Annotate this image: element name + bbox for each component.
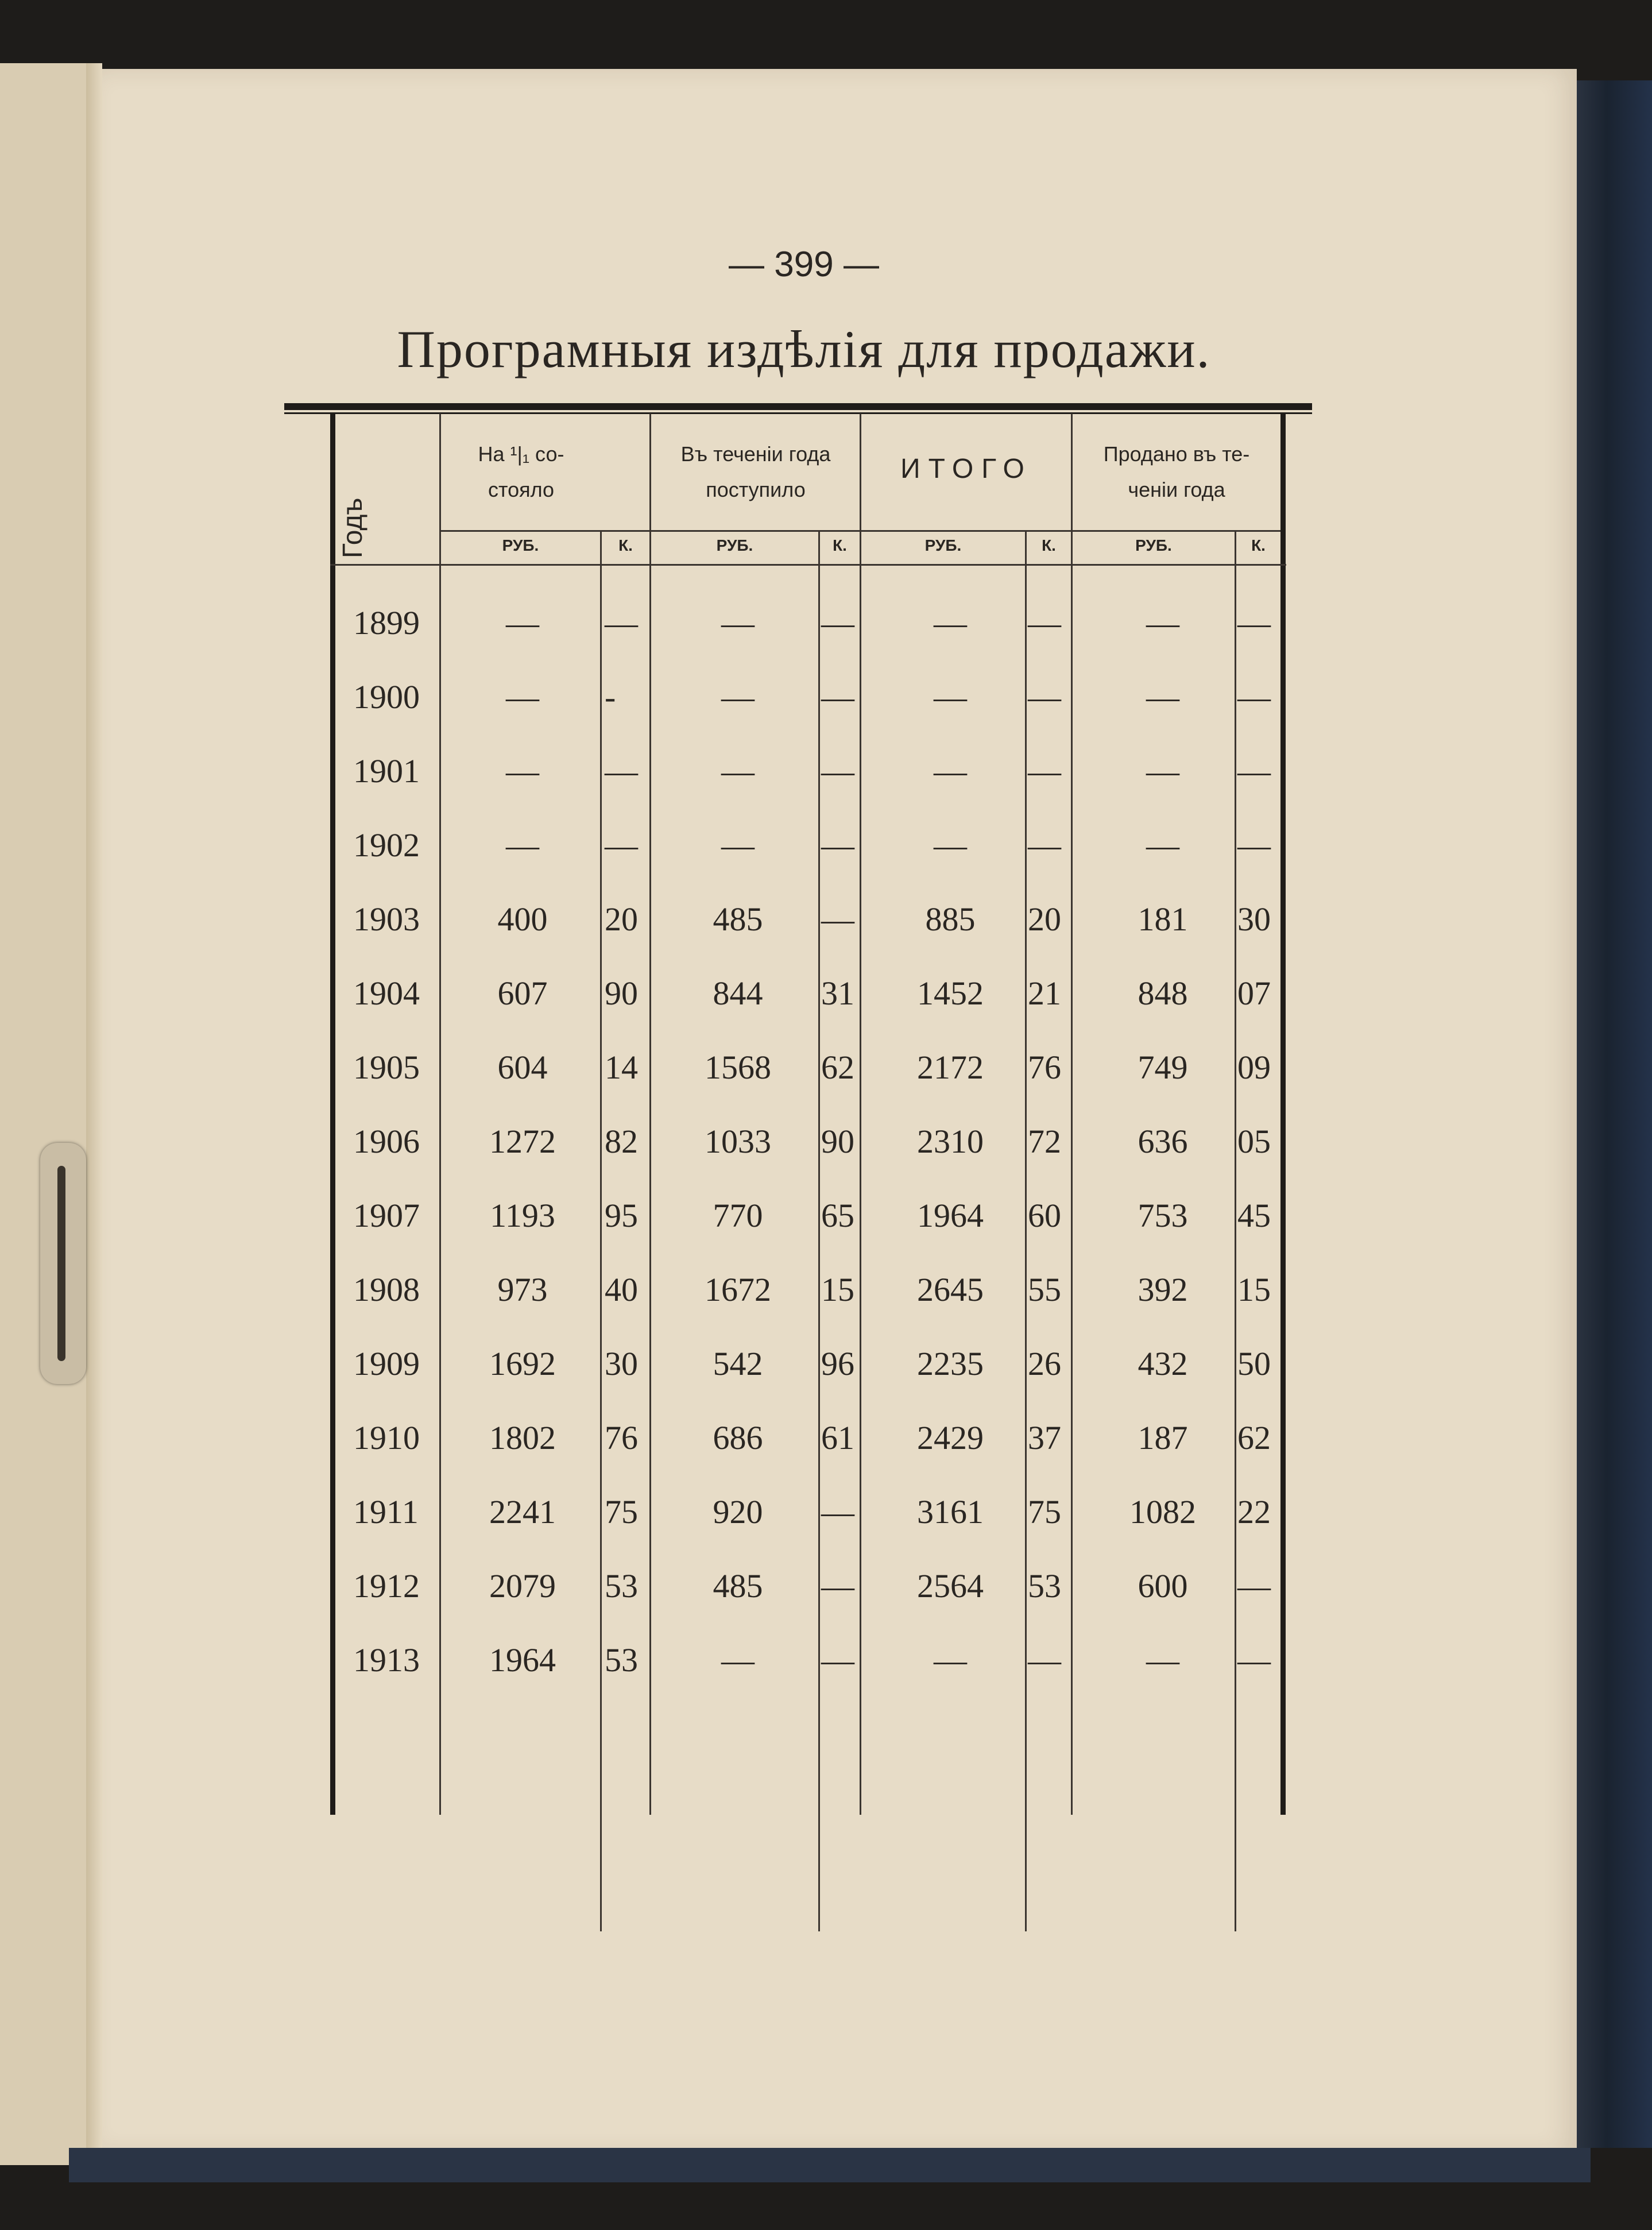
value-cell: — xyxy=(821,752,854,790)
header-bottom-rule xyxy=(330,564,1286,566)
table-row xyxy=(330,660,1286,734)
value-cell: 2310 xyxy=(917,1123,984,1160)
value-cell: — xyxy=(1146,826,1179,864)
value-cell: 75 xyxy=(1028,1493,1061,1531)
value-cell: 1272 xyxy=(489,1123,556,1160)
value-cell: 72 xyxy=(1028,1123,1061,1160)
data-table xyxy=(330,413,1286,1821)
value-cell: 187 xyxy=(1138,1419,1188,1456)
value-cell: 22 xyxy=(1237,1493,1271,1531)
value-cell: — xyxy=(1237,604,1271,641)
value-cell: — xyxy=(1028,604,1061,641)
value-cell: 1802 xyxy=(489,1419,556,1456)
unit-kop: К. xyxy=(618,536,633,554)
value-cell: — xyxy=(506,678,539,716)
value-cell: 90 xyxy=(605,975,638,1012)
group-header-start-balance: На ¹|₁ со- стояло xyxy=(478,442,564,501)
group-header-sold: Продано въ те- ченіи года xyxy=(1103,442,1250,501)
value-cell: 1692 xyxy=(489,1345,556,1382)
value-cell: — xyxy=(821,678,854,716)
value-cell: — xyxy=(1146,1641,1179,1679)
value-cell: 607 xyxy=(497,975,548,1012)
year-cell: 1905 xyxy=(353,1049,420,1086)
value-cell: 55 xyxy=(1028,1271,1061,1308)
value-cell: 53 xyxy=(1028,1567,1061,1605)
value-cell: — xyxy=(1028,826,1061,864)
unit-rub: РУБ. xyxy=(924,536,962,554)
table-row xyxy=(330,1030,1286,1104)
value-cell: — xyxy=(605,604,638,641)
value-cell: - xyxy=(605,678,616,716)
book-cover-bottom xyxy=(69,2148,1591,2182)
value-cell: 2564 xyxy=(917,1567,984,1605)
value-cell: 2235 xyxy=(917,1345,984,1382)
unit-rub: РУБ. xyxy=(716,536,753,554)
value-cell: — xyxy=(934,752,967,790)
value-cell: — xyxy=(1237,1567,1271,1605)
group-header-received: Въ теченіи года поступило xyxy=(680,442,831,501)
value-cell: 14 xyxy=(605,1049,638,1086)
value-cell: 2172 xyxy=(917,1049,984,1086)
value-cell: 1672 xyxy=(705,1271,771,1308)
value-cell: — xyxy=(1146,604,1179,641)
year-cell: 1903 xyxy=(353,900,420,938)
value-cell: 50 xyxy=(1237,1345,1271,1382)
value-cell: 07 xyxy=(1237,975,1271,1012)
group-header-total: ИТОГО xyxy=(900,454,1032,484)
value-cell: — xyxy=(721,1641,755,1679)
value-cell: 485 xyxy=(713,900,763,938)
value-cell: 1193 xyxy=(490,1197,555,1234)
value-cell: 920 xyxy=(713,1493,763,1531)
table-row xyxy=(330,808,1286,882)
value-cell: 2079 xyxy=(489,1567,556,1605)
value-cell: — xyxy=(1237,826,1271,864)
value-cell: 885 xyxy=(925,900,976,938)
year-cell: 1913 xyxy=(353,1641,420,1679)
table-row xyxy=(330,586,1286,660)
book-spine xyxy=(86,63,102,2165)
value-cell: 2241 xyxy=(489,1493,556,1531)
table-row xyxy=(330,956,1286,1030)
title-rule xyxy=(284,403,1312,410)
year-cell: 1904 xyxy=(353,975,420,1012)
unit-rub: РУБ. xyxy=(1135,536,1172,554)
page-number: — 399 — xyxy=(729,245,879,284)
table-row xyxy=(330,734,1286,808)
value-cell: — xyxy=(721,604,755,641)
year-cell: 1910 xyxy=(353,1419,420,1456)
value-cell: — xyxy=(1146,678,1179,716)
value-cell: 26 xyxy=(1028,1345,1061,1382)
value-cell: 2645 xyxy=(917,1271,984,1308)
value-cell: — xyxy=(1237,1641,1271,1679)
value-cell: — xyxy=(605,752,638,790)
year-cell: 1909 xyxy=(353,1345,420,1382)
value-cell: — xyxy=(605,826,638,864)
year-cell: 1900 xyxy=(353,678,420,716)
value-cell: — xyxy=(934,1641,967,1679)
value-cell: — xyxy=(1028,678,1061,716)
value-cell: 53 xyxy=(605,1567,638,1605)
value-cell: 2429 xyxy=(917,1419,984,1456)
value-cell: 21 xyxy=(1028,975,1061,1012)
value-cell: — xyxy=(721,752,755,790)
year-cell: 1912 xyxy=(353,1567,420,1605)
value-cell: — xyxy=(506,826,539,864)
value-cell: 20 xyxy=(1028,900,1061,938)
value-cell: 31 xyxy=(821,975,854,1012)
value-cell: — xyxy=(821,826,854,864)
year-cell: 1899 xyxy=(353,604,420,641)
value-cell: 604 xyxy=(497,1049,548,1086)
value-cell: 96 xyxy=(821,1345,854,1382)
value-cell: 65 xyxy=(821,1197,854,1234)
year-cell: 1911 xyxy=(353,1493,419,1531)
value-cell: — xyxy=(934,604,967,641)
value-cell: 62 xyxy=(1237,1419,1271,1456)
value-cell: 432 xyxy=(1138,1345,1188,1382)
unit-kop: К. xyxy=(1042,536,1056,554)
value-cell: 1033 xyxy=(705,1123,771,1160)
value-cell: 76 xyxy=(605,1419,638,1456)
value-cell: 37 xyxy=(1028,1419,1061,1456)
value-cell: — xyxy=(1028,1641,1061,1679)
value-cell: — xyxy=(506,604,539,641)
value-cell: 75 xyxy=(605,1493,638,1531)
facing-page xyxy=(0,63,90,2165)
page-title: Програмныя издѣлія для продажи. xyxy=(397,320,1211,378)
value-cell: — xyxy=(506,752,539,790)
table-row xyxy=(330,1327,1286,1401)
value-cell: 392 xyxy=(1138,1271,1188,1308)
table-row xyxy=(330,1623,1286,1697)
value-cell: 844 xyxy=(713,975,763,1012)
binding-thread xyxy=(40,1143,86,1384)
value-cell: 1964 xyxy=(489,1641,556,1679)
value-cell: 181 xyxy=(1138,900,1188,938)
value-cell: 53 xyxy=(605,1641,638,1679)
table-row xyxy=(330,1178,1286,1253)
value-cell: — xyxy=(721,678,755,716)
value-cell: 600 xyxy=(1138,1567,1188,1605)
table-row xyxy=(330,882,1286,956)
value-cell: 1082 xyxy=(1129,1493,1196,1531)
value-cell: 09 xyxy=(1237,1049,1271,1086)
value-cell: 973 xyxy=(497,1271,548,1308)
value-cell: — xyxy=(1237,678,1271,716)
value-cell: — xyxy=(821,900,854,938)
value-cell: — xyxy=(934,678,967,716)
value-cell: 3161 xyxy=(917,1493,984,1531)
value-cell: — xyxy=(1028,752,1061,790)
value-cell: 40 xyxy=(605,1271,638,1308)
unit-kop: К. xyxy=(833,536,847,554)
value-cell: 636 xyxy=(1138,1123,1188,1160)
value-cell: 542 xyxy=(713,1345,763,1382)
year-cell: 1906 xyxy=(353,1123,420,1160)
value-cell: 1452 xyxy=(917,975,984,1012)
value-cell: 62 xyxy=(821,1049,854,1086)
table-row xyxy=(330,1475,1286,1549)
book-cover-edge xyxy=(1577,80,1652,2148)
value-cell: — xyxy=(821,1641,854,1679)
unit-kop: К. xyxy=(1251,536,1266,554)
value-cell: 770 xyxy=(713,1197,763,1234)
table-row xyxy=(330,1401,1286,1475)
value-cell: — xyxy=(821,1493,854,1531)
value-cell: 15 xyxy=(1237,1271,1271,1308)
value-cell: 05 xyxy=(1237,1123,1271,1160)
value-cell: 60 xyxy=(1028,1197,1061,1234)
table-row xyxy=(330,1549,1286,1623)
value-cell: 30 xyxy=(1237,900,1271,938)
value-cell: 82 xyxy=(605,1123,638,1160)
value-cell: 30 xyxy=(605,1345,638,1382)
table-row xyxy=(330,1104,1286,1178)
value-cell: 686 xyxy=(713,1419,763,1456)
value-cell: 15 xyxy=(821,1271,854,1308)
value-cell: 90 xyxy=(821,1123,854,1160)
value-cell: — xyxy=(934,826,967,864)
value-cell: — xyxy=(1146,752,1179,790)
value-cell: — xyxy=(821,604,854,641)
value-cell: 400 xyxy=(497,900,548,938)
year-header: Годъ xyxy=(338,497,368,558)
table-row xyxy=(330,1253,1286,1327)
value-cell: 749 xyxy=(1138,1049,1188,1086)
value-cell: 1964 xyxy=(917,1197,984,1234)
value-cell: 1568 xyxy=(705,1049,771,1086)
unit-rub: РУБ. xyxy=(502,536,539,554)
value-cell: 61 xyxy=(821,1419,854,1456)
value-cell: — xyxy=(721,826,755,864)
value-cell: 485 xyxy=(713,1567,763,1605)
year-cell: 1907 xyxy=(353,1197,420,1234)
value-cell: — xyxy=(821,1567,854,1605)
value-cell: 753 xyxy=(1138,1197,1188,1234)
value-cell: 76 xyxy=(1028,1049,1061,1086)
year-cell: 1901 xyxy=(353,752,420,790)
value-cell: 95 xyxy=(605,1197,638,1234)
value-cell: 20 xyxy=(605,900,638,938)
year-cell: 1902 xyxy=(353,826,420,864)
value-cell: 848 xyxy=(1138,975,1188,1012)
value-cell: 45 xyxy=(1237,1197,1271,1234)
year-cell: 1908 xyxy=(353,1271,420,1308)
value-cell: — xyxy=(1237,752,1271,790)
